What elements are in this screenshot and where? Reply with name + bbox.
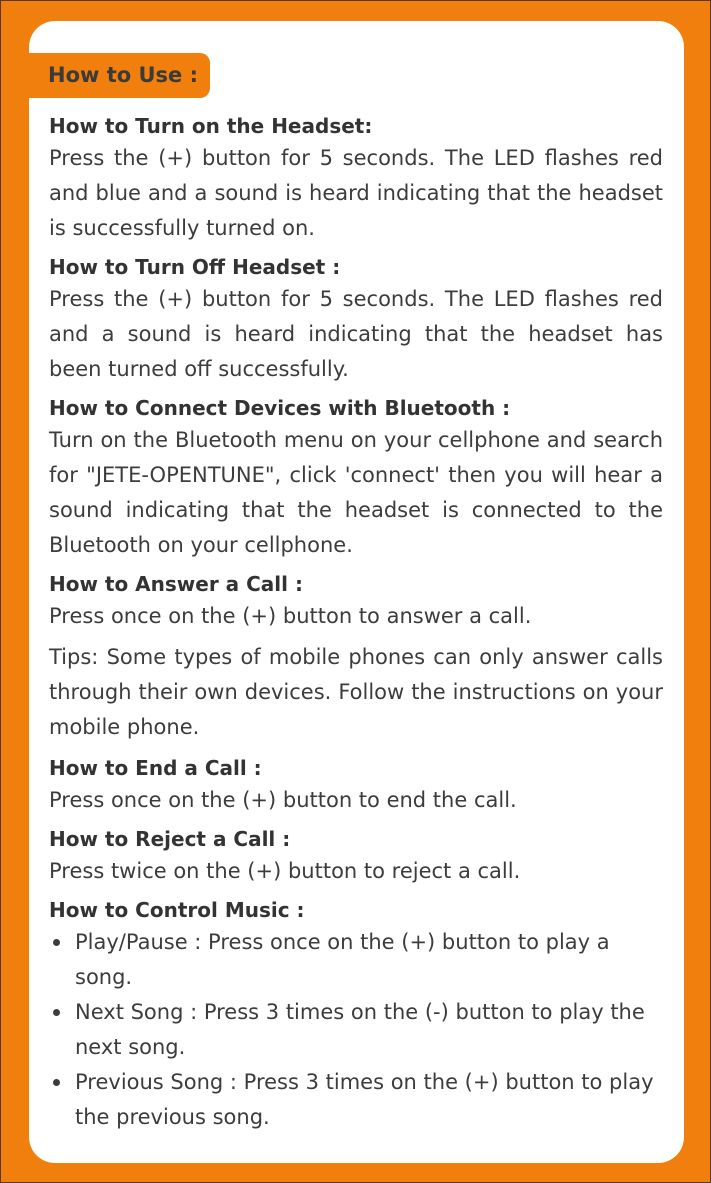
section-connect-bluetooth	[49, 393, 663, 563]
section-text: Press twice on the (+) button to reject a call.	[49, 859, 521, 883]
section-text: Turn on the Bluetooth menu on your cellphone and search for "JETE-OPENTUNE", click 'connect' then you will hear a sound indicating that the headset is connected to the Bluetooth on your cellphone.	[49, 428, 663, 557]
section-text: Press the (+) button for 5 seconds. The LED flashes red and blue and a sound is heard indicating that the headset is successfully turned on.	[49, 146, 663, 240]
section-answer-call	[49, 569, 663, 745]
list-item	[49, 925, 663, 995]
bullet-icon	[53, 939, 60, 946]
section-turn-on	[49, 111, 663, 246]
music-controls-list	[49, 925, 663, 1135]
bullet-icon	[53, 1009, 60, 1016]
section-heading: How to End a Call :	[49, 756, 262, 780]
instruction-card	[29, 21, 684, 1163]
bullet-icon	[53, 1079, 60, 1086]
list-item-text: Previous Song : Press 3 times on the (+) button to play the previous song.	[75, 1070, 654, 1129]
section-turn-off	[49, 252, 663, 387]
section-text: Press once on the (+) button to end the call.	[49, 788, 517, 812]
tip-text: Tips: Some types of mobile phones can only answer calls through their own devices. Follow the instructions on your mobile phone.	[49, 645, 663, 739]
page-title: How to Use :	[29, 53, 210, 98]
section-heading: How to Control Music :	[49, 898, 305, 922]
section-text: Press once on the (+) button to answer a call.	[49, 604, 532, 628]
section-reject-call	[49, 824, 663, 889]
section-heading: How to Turn Off Headset :	[49, 255, 341, 279]
section-heading: How to Connect Devices with Bluetooth :	[49, 396, 511, 420]
section-heading: How to Turn on the Headset:	[49, 114, 373, 138]
list-item	[49, 1065, 663, 1135]
section-text: Press the (+) button for 5 seconds. The LED flashes red and a sound is heard indicating that the headset has been turned off successfully.	[49, 287, 663, 381]
list-item-text: Play/Pause : Press once on the (+) button to play a song.	[75, 930, 610, 989]
list-item-text: Next Song : Press 3 times on the (-) button to play the next song.	[75, 1000, 645, 1059]
section-heading: How to Reject a Call :	[49, 827, 291, 851]
instructions-content	[49, 111, 663, 1141]
section-control-music	[49, 895, 663, 1135]
list-item	[49, 995, 663, 1065]
section-heading: How to Answer a Call :	[49, 572, 303, 596]
section-end-call	[49, 753, 663, 818]
